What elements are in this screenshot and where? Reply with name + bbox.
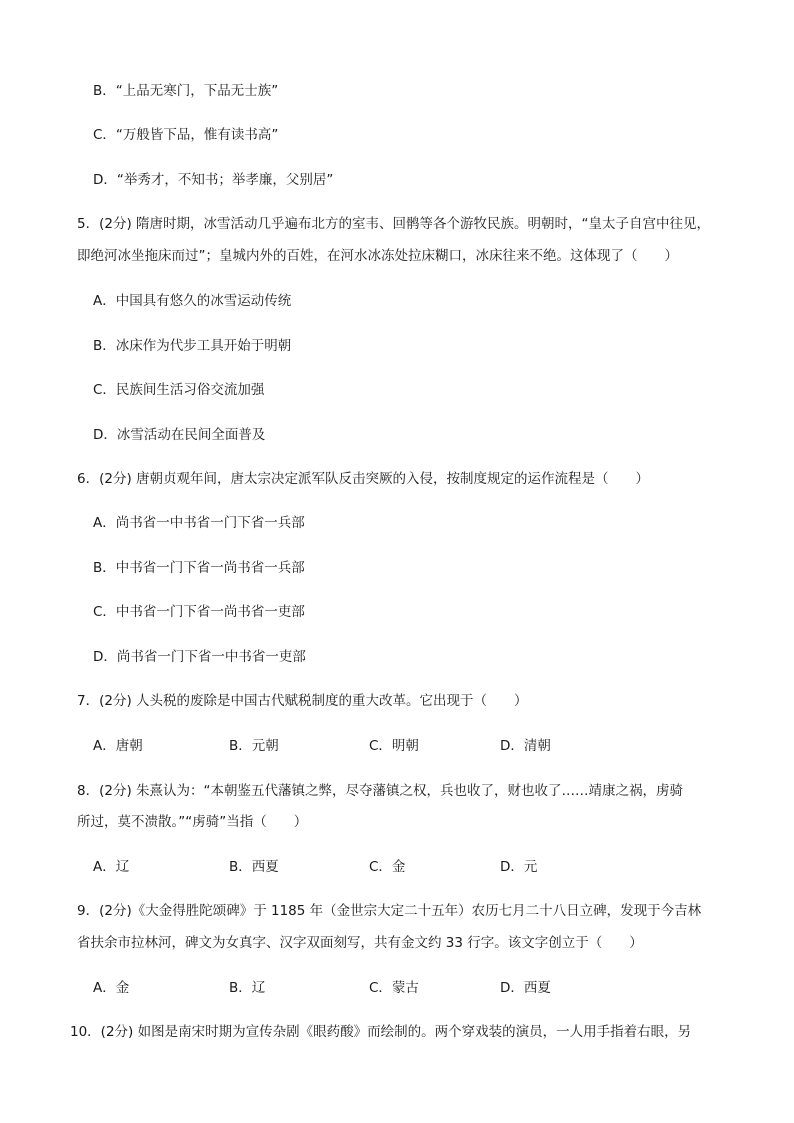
- q9-stem-line1: 9．(2分)《大金得胜陀颂碑》于 1185 年（金世宗大定二十五年）农历七月二十八日立碑，发现于今吉林: [77, 903, 702, 919]
- q7-option-d: D．清朝: [500, 738, 551, 754]
- q9-option-a: A．金: [93, 980, 130, 996]
- q5-option-c: C．民族间生活习俗交流加强: [93, 382, 265, 398]
- q4-option-b: B．“上品无寒门，下品无士族”: [93, 83, 279, 99]
- q8-option-d: D．元: [500, 859, 538, 875]
- q9-option-b: B．辽: [229, 980, 266, 996]
- q7-stem-line1: 7．(2分) 人头税的废除是中国古代赋税制度的重大改革。它出现于（ ）: [77, 693, 528, 709]
- q6-stem-line1: 6．(2分) 唐朝贞观年间，唐太宗决定派军队反击突厥的入侵，按制度规定的运作流程是（ ）: [77, 471, 650, 487]
- q7-option-a: A．唐朝: [93, 738, 143, 754]
- q8-stem-line1: 8．(2分) 朱熹认为：“本朝鉴五代藩镇之弊，尽夺藩镇之权，兵也收了，财也收了……靖康之祸，虏骑: [77, 783, 683, 799]
- q4-option-c: C．“万般皆下品，惟有读书高”: [93, 127, 279, 143]
- q6-option-c: C．中书省一门下省一尚书省一吏部: [93, 604, 305, 620]
- q6-option-b: B．中书省一门下省一尚书省一兵部: [93, 560, 305, 576]
- q5-option-b: B．冰床作为代步工具开始于明朝: [93, 338, 292, 354]
- q8-option-a: A．辽: [93, 859, 130, 875]
- q5-option-a: A．中国具有悠久的冰雪运动传统: [93, 293, 292, 309]
- q9-option-d: D．西夏: [500, 980, 551, 996]
- q6-option-a: A．尚书省一中书省一门下省一兵部: [93, 515, 305, 531]
- q7-option-c: C．明朝: [369, 738, 419, 754]
- q9-option-c: C．蒙古: [369, 980, 419, 996]
- q4-option-d: D．“举秀才，不知书；举孝廉，父别居”: [93, 172, 334, 188]
- q5-stem-line2: 即绝河冰坐拖床而过”；皇城内外的百姓，在河水冰冻处拉床糊口，冰床往来不绝。这体现了（ ）: [77, 248, 678, 264]
- q5-stem-line1: 5．(2分) 隋唐时期，冰雪活动几乎遍布北方的室韦、回鹘等各个游牧民族。明朝时，“皇太子自宫中往见，: [77, 216, 710, 232]
- q8-stem-line2: 所过，莫不溃散。”“虏骑”当指（ ）: [77, 814, 308, 830]
- q8-option-c: C．金: [369, 859, 406, 875]
- q6-option-d: D．尚书省一门下省一中书省一吏部: [93, 649, 306, 665]
- q9-stem-line2: 省扶余市拉林河，碑文为女真字、汉字双面刻写，共有金文约 33 行字。该文字创立于（ ）: [77, 935, 643, 951]
- q5-option-d: D．冰雪活动在民间全面普及: [93, 427, 266, 443]
- q8-option-b: B．西夏: [229, 859, 279, 875]
- q7-option-b: B．元朝: [229, 738, 279, 754]
- q10-stem-line1: 10．(2分) 如图是南宋时期为宣传杂剧《眼药酸》而绘制的。两个穿戏装的演员，一人用手指着右眼，另: [70, 1024, 692, 1040]
